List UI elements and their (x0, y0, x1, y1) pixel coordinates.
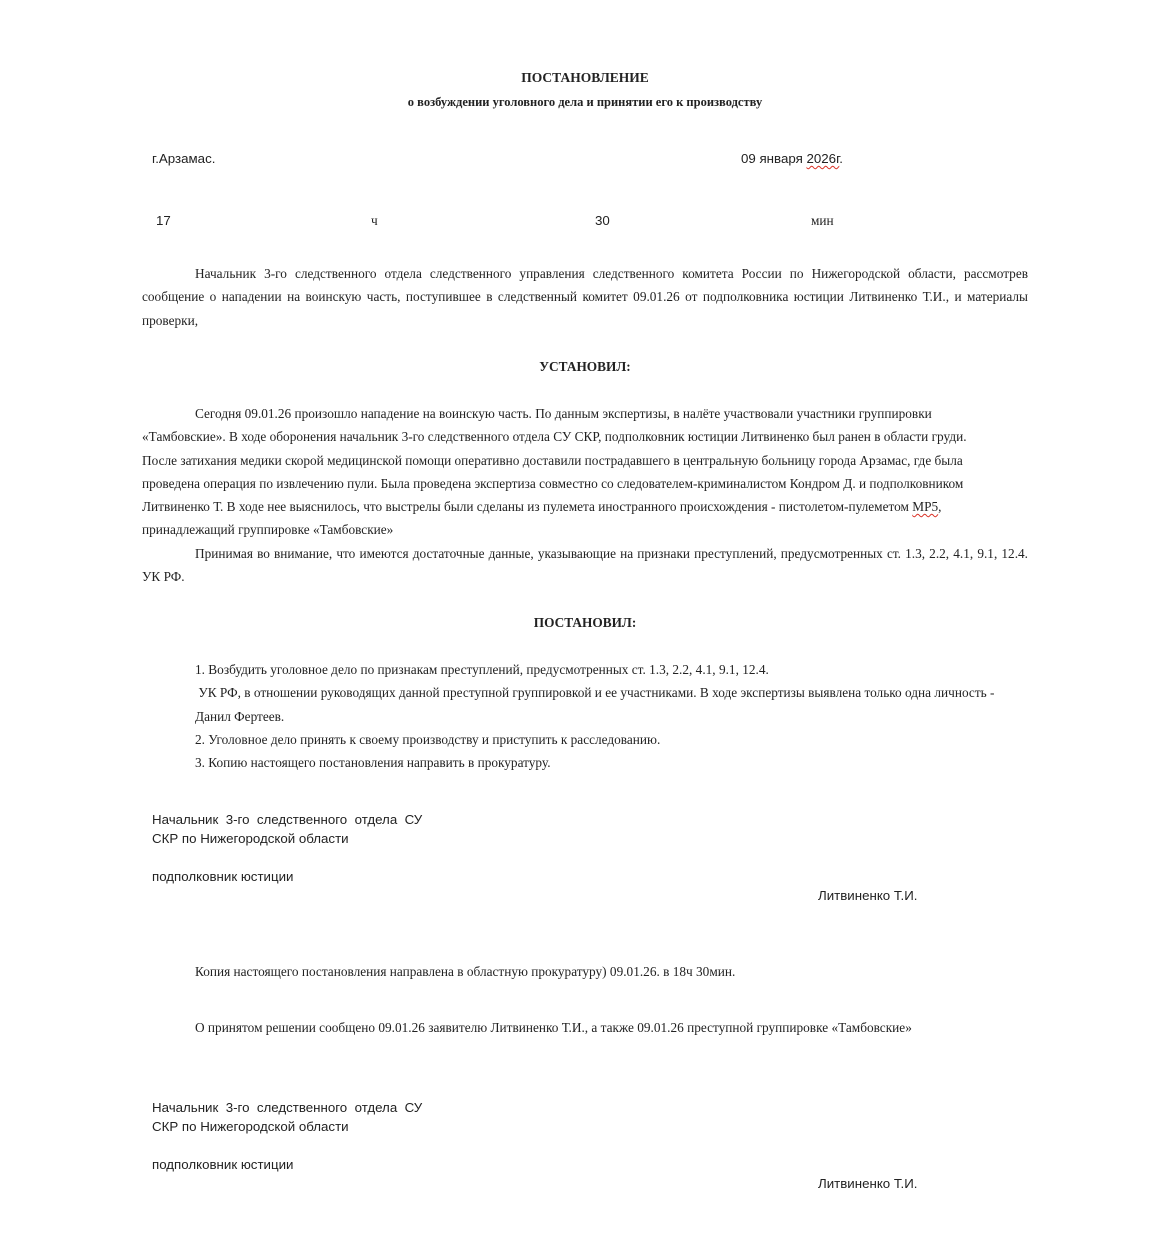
established-line-5-text: Литвиненко Т. В ходе нее выяснилось, что выстрелы были сделаны из пулемета иностранного происхождения - пистолетом-пулеметом (142, 499, 913, 514)
intro-paragraph (142, 262, 1028, 332)
signature-1-position-line1: Начальник 3-го следственного отдела СУ (152, 812, 423, 827)
resolved-item-1-cont: УК РФ, в отношении руководящих данной преступной группировкой и ее участниками. В ходе экспертизы выявлена только одна личность - (195, 685, 995, 700)
copy-sent-note: Копия настоящего постановления направлена в областную прокуратуру) 09.01.26. в 18ч 30мин. (195, 964, 736, 979)
established-heading: УСТАНОВИЛ: (539, 359, 631, 374)
signature-2-position-line2: СКР по Нижегородской области (152, 1119, 349, 1134)
resolved-heading: ПОСТАНОВИЛ: (533, 615, 637, 630)
established-line-2: «Тамбовские». В ходе оборонения начальник 3-го следственного отдела СУ СКР, подполковник юстиции Литвиненко был ранен в области груди. (142, 429, 967, 444)
time-hours-unit: ч (371, 213, 378, 228)
document-date (741, 151, 843, 166)
resolved-item-3: 3. Копию настоящего постановления направить в прокуратуру. (195, 755, 551, 770)
established-line-5-end: , (938, 499, 942, 514)
signature-2-name: Литвиненко Т.И. (818, 1176, 918, 1191)
resolved-item-1: 1. Возбудить уголовное дело по признакам преступлений, предусмотренных ст. 1.3, 2.2, 4.1, 9.1, 12.4. (195, 662, 769, 677)
established-line-4: проведена операция по извлечению пули. Была проведена экспертиза совместно со следователем-криминалистом Кондром Д. и подполковником (142, 476, 964, 491)
time-minutes: 30 (595, 213, 610, 228)
time-minutes-unit: мин (811, 213, 834, 228)
resolved-item-2: 2. Уголовное дело принять к своему производству и приступить к расследованию. (195, 732, 661, 747)
date-suffix: . (839, 151, 843, 166)
signature-1-position-line2: СКР по Нижегородской области (152, 831, 349, 846)
document-subtitle: о возбуждении уголовного дела и принятии его к производству (407, 95, 763, 109)
time-hours: 17 (156, 213, 171, 228)
intro-text: Начальник 3-го следственного отдела следственного управления следственного комитета России по Нижегородской области, рассмотрев сообщение о нападении на воинскую часть, поступившее в следственный комитет 09.01.26 от подполковника юстиции Литвиненко Т.И., и материалы проверки, (142, 266, 1028, 328)
city: г.Арзамас. (152, 151, 216, 166)
signature-1-rank: подполковник юстиции (152, 869, 294, 884)
considering-text: Принимая во внимание, что имеются достаточные данные, указывающие на признаки преступлений, предусмотренных ст. 1.3, 2.2, 4.1, 9.1, 12.4. УК РФ. (142, 546, 1028, 585)
decision-informed-note: О принятом решении сообщено 09.01.26 заявителю Литвиненко Т.И., а также 09.01.26 преступной группировке «Тамбовские» (195, 1020, 912, 1035)
established-line-1: Сегодня 09.01.26 произошло нападение на воинскую часть. По данным экспертизы, в налёте участвовали участники группировки (195, 406, 932, 421)
signature-2-rank: подполковник юстиции (152, 1157, 294, 1172)
established-line-3: После затихания медики скорой медицинской помощи оперативно доставили пострадавшего в центральную больницу города Арзамас, где была (142, 453, 963, 468)
weapon-model: MP5 (912, 499, 939, 514)
signature-1-name: Литвиненко Т.И. (818, 888, 918, 903)
signature-2-position-line1: Начальник 3-го следственного отдела СУ (152, 1100, 423, 1115)
established-line-6: принадлежащий группировке «Тамбовские» (142, 522, 394, 537)
document-title: ПОСТАНОВЛЕНИЕ (521, 70, 649, 85)
considering-paragraph (142, 542, 1028, 589)
date-day-month: 09 января (741, 151, 807, 166)
date-year: 2026г (806, 151, 840, 166)
resolved-item-1-name: Данил Фертеев. (195, 709, 285, 724)
established-line-5 (142, 495, 941, 518)
